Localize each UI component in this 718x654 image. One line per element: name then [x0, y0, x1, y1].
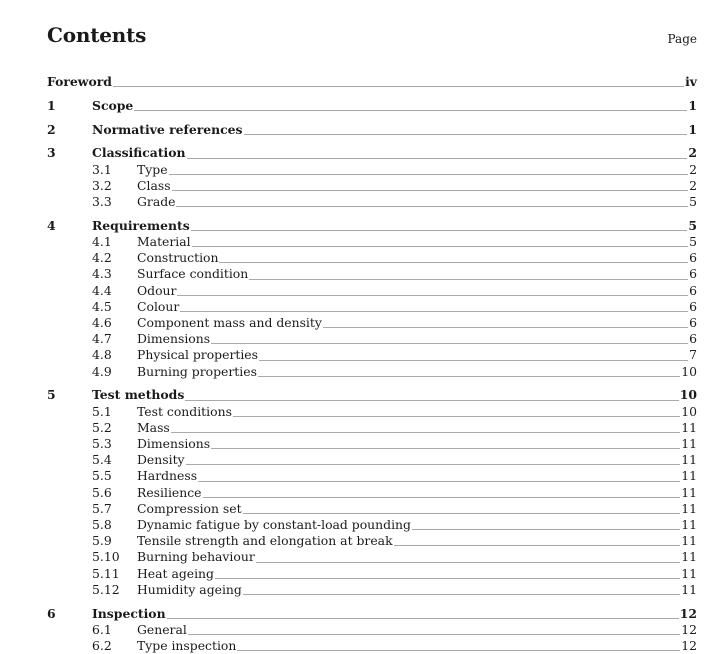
toc-entry-title: Odour	[137, 282, 177, 298]
toc-entry-title: Heat ageing	[137, 565, 214, 581]
toc-entry-number: 5.2	[92, 419, 112, 435]
toc-entry-subclause-4-9[interactable]	[47, 364, 697, 380]
toc-entry-title: Grade	[137, 194, 176, 209]
toc-entry-subclause-4-8[interactable]	[47, 347, 697, 363]
toc-entry-clause-4[interactable]	[47, 218, 697, 234]
toc-entry-title: Construction	[137, 250, 219, 266]
toc-entry-number: 4.7	[92, 331, 112, 347]
dot-leader	[243, 594, 680, 595]
toc-entry-subclause-5-10[interactable]	[47, 549, 697, 565]
toc-entry-page: 5	[688, 217, 697, 233]
toc-entry-page: 12	[681, 638, 697, 654]
dot-leader	[113, 86, 684, 87]
toc-entry-page: 11	[681, 500, 697, 516]
dot-leader	[172, 190, 689, 191]
toc-entry-clause-2[interactable]	[47, 122, 697, 138]
toc-entry-subclause-3-3[interactable]	[47, 194, 697, 210]
toc-entry-subclause-5-7[interactable]	[47, 501, 697, 517]
toc-entry-number: 5.11	[92, 565, 120, 581]
toc-entry-title: Compression set	[137, 500, 242, 516]
toc-entry-page: 12	[679, 605, 697, 621]
toc-entry-number: 5.7	[92, 500, 112, 516]
dot-leader	[171, 432, 680, 433]
toc-entry-title: Mass	[137, 419, 170, 435]
dot-leader	[180, 311, 688, 312]
toc-entry-subclause-5-2[interactable]	[47, 420, 697, 436]
toc-entry-page: 6	[689, 331, 697, 347]
toc-entry-title: Surface condition	[137, 266, 249, 282]
toc-entry-page: 6	[689, 250, 697, 266]
contents-page	[47, 0, 697, 654]
toc-entry-number: 1	[47, 97, 56, 113]
toc-entry-number: 6.1	[92, 621, 112, 637]
toc-entry-number: 5.5	[92, 468, 112, 484]
toc-entry-number: 4.8	[92, 347, 112, 363]
dot-leader	[237, 650, 680, 651]
toc-entry-title: Test conditions	[137, 403, 232, 419]
toc-entry-page: 6	[689, 315, 697, 331]
dot-leader	[134, 110, 687, 111]
toc-entry-title: Normative references	[92, 121, 243, 137]
toc-entry-subclause-6-1[interactable]	[47, 622, 697, 638]
dot-leader	[244, 134, 688, 135]
toc-entry-title: Inspection	[92, 605, 166, 621]
toc-entry-subclause-4-4[interactable]	[47, 283, 697, 299]
toc-entry-number: 5.6	[92, 484, 112, 500]
toc-entry-title: Dimensions	[137, 331, 211, 347]
toc-entry-number: 5.8	[92, 517, 112, 533]
toc-entry-number: 5.4	[92, 452, 112, 468]
toc-entry-title: Dimensions	[137, 436, 211, 452]
toc-entry-page: 1	[688, 121, 697, 137]
toc-entry-page: 12	[681, 621, 697, 637]
toc-entry-subclause-5-5[interactable]	[47, 468, 697, 484]
toc-entry-title: Requirements	[92, 217, 190, 233]
toc-entry-number: 4.6	[92, 315, 112, 331]
toc-entry-subclause-4-1[interactable]	[47, 234, 697, 250]
toc-entry-title: Burning behaviour	[137, 549, 255, 565]
toc-entry-title: Type inspection	[137, 638, 237, 654]
toc-entry-page: 2	[689, 161, 697, 177]
toc-entry-page: 11	[681, 549, 697, 565]
toc-entry-page: 10	[679, 387, 697, 403]
toc-entry-number: 3.2	[92, 177, 112, 193]
toc-entry-number: 6	[47, 605, 56, 621]
dot-leader	[243, 513, 681, 514]
toc-entry-page: 11	[681, 436, 697, 452]
toc-entry-title: Burning properties	[137, 363, 257, 379]
toc-entry-foreword[interactable]	[47, 74, 697, 90]
toc-entry-page: 2	[688, 145, 697, 161]
dot-leader	[192, 246, 688, 247]
toc-entry-subclause-5-6[interactable]	[47, 485, 697, 501]
toc-entry-number: 5.3	[92, 436, 112, 452]
dot-leader	[177, 295, 688, 296]
toc-entry-page: 5	[689, 194, 697, 209]
dot-leader	[188, 634, 680, 635]
toc-entry-number: 5.12	[92, 581, 120, 597]
toc-entry-title: Component mass and density	[137, 315, 322, 331]
toc-entry-subclause-5-11[interactable]	[47, 566, 697, 582]
toc-entry-page: 11	[681, 533, 697, 549]
toc-entry-title: Dynamic fatigue by constant-load pounding	[137, 517, 411, 533]
toc-entry-title: Density	[137, 452, 185, 468]
toc-entry-subclause-4-6[interactable]	[47, 315, 697, 331]
dot-leader	[323, 327, 688, 328]
toc-entry-page: 11	[681, 419, 697, 435]
toc-entry-subclause-5-12[interactable]	[47, 582, 697, 598]
dot-leader	[249, 279, 688, 280]
toc-entry-subclause-5-9[interactable]	[47, 533, 697, 549]
toc-entry-number: 6.2	[92, 638, 112, 654]
dot-leader	[256, 562, 680, 563]
toc-entry-subclause-3-1[interactable]	[47, 162, 697, 178]
toc-entry-page: 6	[689, 298, 697, 314]
dot-leader	[258, 376, 680, 377]
dot-leader	[211, 448, 680, 449]
dot-leader	[215, 578, 680, 579]
dot-leader	[176, 206, 688, 207]
toc-entry-number: 5.1	[92, 403, 112, 419]
toc-entry-title: Colour	[137, 298, 180, 314]
toc-entry-title: Classification	[92, 145, 186, 161]
table-of-contents	[47, 74, 697, 654]
toc-entry-title: Hardness	[137, 468, 198, 484]
toc-entry-page: 6	[689, 266, 697, 282]
toc-entry-page: 11	[681, 468, 697, 484]
toc-entry-page: 11	[681, 581, 697, 597]
toc-entry-number: 4.2	[92, 250, 112, 266]
toc-entry-number: 4.9	[92, 363, 112, 379]
toc-entry-number: 4.4	[92, 282, 112, 298]
toc-entry-title: General	[137, 621, 187, 637]
dot-leader	[186, 464, 681, 465]
dot-leader	[412, 529, 680, 530]
dot-leader	[169, 174, 689, 175]
toc-entry-page: 11	[681, 565, 697, 581]
toc-entry-clause-1[interactable]	[47, 98, 697, 114]
toc-entry-title: Physical properties	[137, 347, 259, 363]
toc-entry-title: Class	[137, 177, 171, 193]
page-title: Contents	[47, 23, 147, 47]
toc-entry-number: 5	[47, 387, 56, 403]
toc-entry-page: iv	[685, 74, 697, 89]
dot-leader	[167, 618, 679, 619]
toc-entry-number: 4.1	[92, 234, 112, 249]
toc-entry-number: 3	[47, 145, 56, 161]
dot-leader	[394, 545, 681, 546]
dot-leader	[185, 400, 678, 401]
toc-entry-subclause-6-2[interactable]	[47, 638, 697, 654]
toc-entry-title: Resilience	[137, 484, 202, 500]
toc-entry-page: 6	[689, 282, 697, 298]
toc-entry-number: 3.3	[92, 194, 112, 209]
contents-header	[47, 0, 697, 74]
toc-entry-page: 11	[681, 517, 697, 533]
toc-entry-title: Test methods	[92, 387, 185, 403]
dot-leader	[259, 360, 688, 361]
toc-entry-page: 7	[689, 347, 697, 363]
toc-entry-number: 4.3	[92, 266, 112, 282]
toc-entry-clause-5[interactable]	[47, 387, 697, 403]
toc-entry-page: 10	[681, 363, 697, 379]
toc-entry-subclause-4-2[interactable]	[47, 250, 697, 266]
dot-leader	[191, 230, 688, 231]
dot-leader	[203, 497, 681, 498]
toc-entry-number: 3.1	[92, 161, 112, 177]
toc-entry-number: 5.9	[92, 533, 112, 549]
dot-leader	[187, 158, 688, 159]
toc-entry-title: Tensile strength and elongation at break	[137, 533, 393, 549]
toc-entry-subclause-3-2[interactable]	[47, 178, 697, 194]
toc-entry-number: 4	[47, 217, 56, 233]
toc-entry-number: 5.10	[92, 549, 120, 565]
toc-entry-subclause-4-3[interactable]	[47, 266, 697, 282]
dot-leader	[233, 416, 680, 417]
toc-entry-title: Scope	[92, 97, 134, 113]
toc-entry-subclause-5-3[interactable]	[47, 436, 697, 452]
toc-entry-page: 11	[681, 452, 697, 468]
toc-entry-subclause-5-4[interactable]	[47, 452, 697, 468]
toc-entry-page: 2	[689, 177, 697, 193]
toc-entry-title: Material	[137, 234, 191, 249]
dot-leader	[198, 481, 680, 482]
toc-entry-subclause-4-5[interactable]	[47, 299, 697, 315]
toc-entry-clause-6[interactable]	[47, 606, 697, 622]
toc-entry-clause-3[interactable]	[47, 145, 697, 161]
dot-leader	[219, 262, 688, 263]
toc-entry-title: Humidity ageing	[137, 581, 242, 597]
toc-entry-title: Type	[137, 161, 168, 177]
toc-entry-page: 10	[681, 403, 697, 419]
toc-entry-number: 2	[47, 121, 56, 137]
dot-leader	[211, 343, 688, 344]
toc-entry-page: 1	[688, 97, 697, 113]
toc-entry-page: 11	[681, 484, 697, 500]
toc-entry-title: Foreword	[47, 74, 112, 89]
toc-entry-page: 5	[689, 234, 697, 249]
page-column-label: Page	[667, 32, 697, 46]
toc-entry-number: 4.5	[92, 298, 112, 314]
toc-entry-subclause-5-8[interactable]	[47, 517, 697, 533]
toc-entry-subclause-4-7[interactable]	[47, 331, 697, 347]
toc-entry-subclause-5-1[interactable]	[47, 404, 697, 420]
